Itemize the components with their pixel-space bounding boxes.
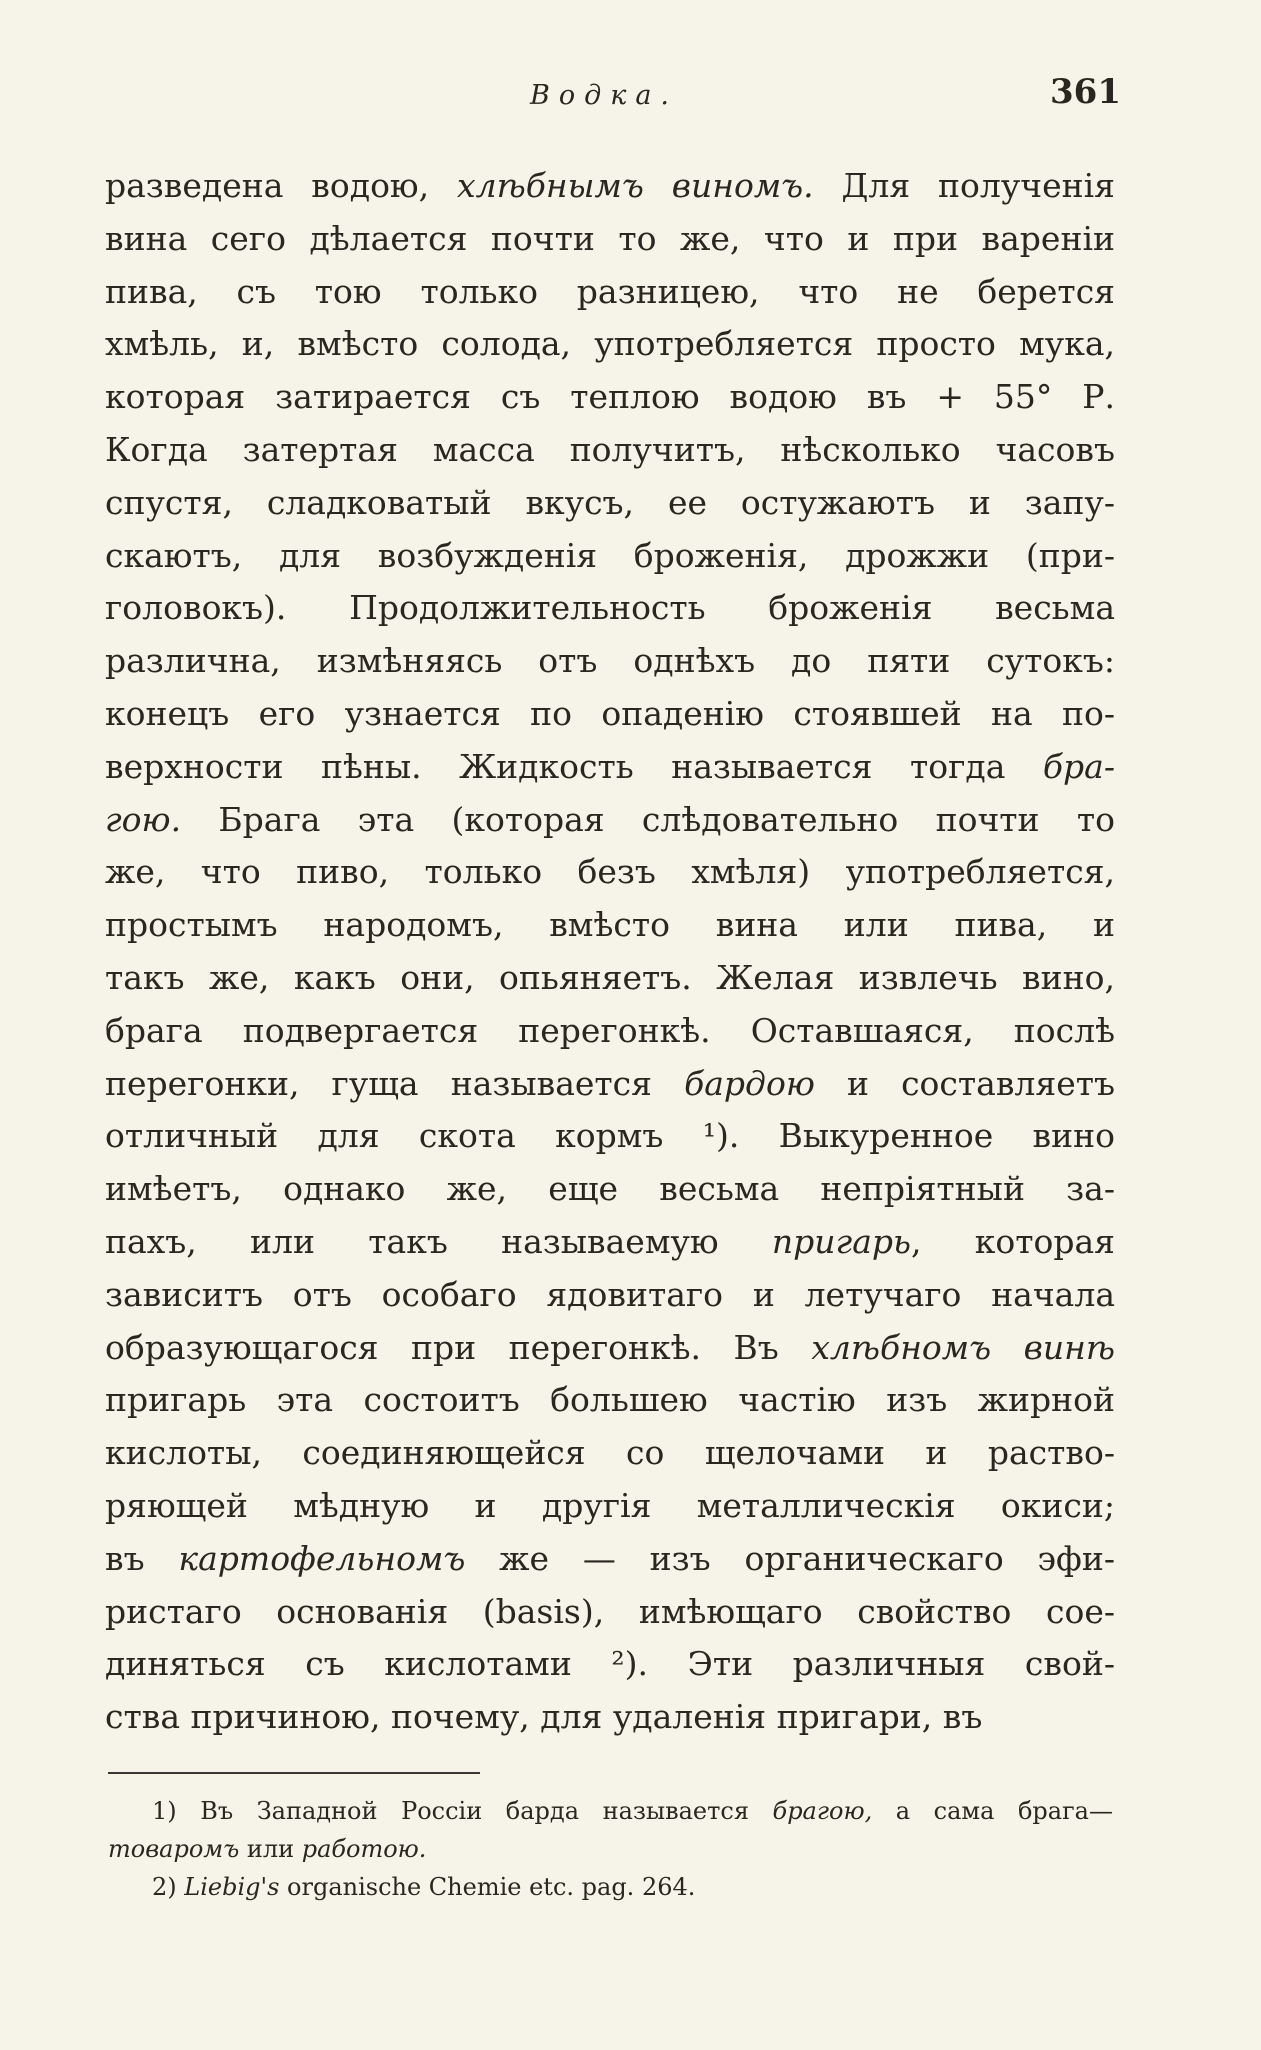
footnote-line (108, 1830, 1113, 1868)
text-run: верхности пѣны. Жидкость называется тогда (105, 746, 1043, 786)
italic-term: картофельномъ (178, 1538, 466, 1578)
text-line (105, 1322, 1115, 1375)
main-text (105, 160, 1115, 1744)
text-run: и составляетъ (814, 1063, 1115, 1103)
footnotes (108, 1792, 1113, 1906)
text-run: Для полученія (813, 166, 1115, 205)
text-run: брага подвергается перегонкѣ. Оставшаяся, послѣ (105, 1010, 1115, 1050)
text-line (105, 1427, 1115, 1480)
footnote-line (108, 1868, 1113, 1906)
text-run: различна, измѣняясь отъ однѣхъ до пяти сутокъ: (105, 641, 1115, 681)
text-run: конецъ его узнается по опаденію стоявшей на по- (105, 693, 1115, 733)
text-line (105, 1110, 1115, 1163)
text-run: спустя, сладковатый вкусъ, ее остужаютъ и запу- (105, 482, 1115, 522)
footnote-separator (108, 1772, 480, 1774)
text-run: скаютъ, для возбужденія броженія, дрожжи (при- (105, 535, 1115, 575)
italic-term: товаромъ (108, 1835, 240, 1863)
running-title: Водка. (530, 80, 679, 111)
text-line (105, 635, 1115, 688)
text-run: же, что пиво, только безъ хмѣля) употребляется, (105, 852, 1115, 892)
page-number: 361 (1050, 72, 1121, 112)
italic-term: брагою, (772, 1797, 873, 1825)
italic-term: бардою (684, 1063, 815, 1103)
text-line (105, 530, 1115, 583)
text-line (105, 1005, 1115, 1058)
text-run: 1) Въ Западной Россіи барда называется (152, 1797, 773, 1825)
text-run: которая затирается съ теплою водою въ + 55° Р. (105, 377, 1115, 417)
text-run: хмѣль, и, вмѣсто солода, употребляется просто мука, (105, 324, 1115, 364)
text-line (105, 1533, 1115, 1586)
text-run: вина сего дѣлается почти то же, что и при вареніи (105, 218, 1115, 258)
italic-term: гою. (105, 799, 182, 839)
text-run: перегонки, гуща называется (105, 1063, 685, 1103)
text-run: разведена водою, (105, 166, 458, 205)
text-run: головокъ). Продолжительность броженія весьма (105, 588, 1115, 628)
text-run: 2) (152, 1873, 185, 1901)
text-line (105, 1216, 1115, 1269)
text-run: образующагося при перегонкѣ. Въ (105, 1327, 812, 1367)
footnote-line (108, 1792, 1113, 1830)
text-run: пригарь эта состоитъ большею частію изъ жирной (105, 1380, 1115, 1420)
text-run: , которая (911, 1221, 1116, 1261)
text-run: кислоты, соединяющейся со щелочами и раство- (105, 1433, 1115, 1473)
text-line (105, 424, 1115, 477)
text-line (105, 160, 1115, 213)
text-run: диняться съ кислотами ²). Эти различныя свой- (105, 1644, 1115, 1684)
text-line (105, 582, 1115, 635)
text-line (105, 899, 1115, 952)
text-run: въ (105, 1538, 179, 1578)
text-line (105, 741, 1115, 794)
text-run: ства причиною, почему, для удаленія пригари, въ (105, 1697, 983, 1737)
text-line (105, 794, 1115, 847)
text-run: organische Chemie etc. pag. 264. (279, 1873, 696, 1901)
text-run: Брага эта (которая слѣдовательно почти то (181, 799, 1115, 839)
text-run: или (239, 1835, 302, 1863)
italic-term: хлѣбномъ винѣ (811, 1327, 1115, 1367)
italic-term: хлѣбнымъ виномъ. (457, 166, 814, 205)
text-line (105, 1586, 1115, 1639)
text-run: имѣетъ, однако же, еще весьма непріятный за- (105, 1169, 1115, 1209)
text-run: пива, съ тою только разницею, что не берется (105, 271, 1115, 311)
text-line (105, 1638, 1115, 1691)
text-run: же — изъ органическаго эфи- (465, 1538, 1115, 1578)
text-run: ристаго основанія (basis), имѣющаго свойство сое- (105, 1591, 1115, 1631)
italic-term: бра- (1042, 746, 1115, 786)
text-line (105, 1374, 1115, 1427)
text-run: простымъ народомъ, вмѣсто вина или пива, и (105, 905, 1115, 945)
text-line (105, 1269, 1115, 1322)
text-run: ряющей мѣдную и другія металлическія окиси; (105, 1485, 1115, 1525)
text-run: Когда затертая масса получитъ, нѣсколько часовъ (105, 429, 1115, 469)
text-line (105, 318, 1115, 371)
text-run: зависитъ отъ особаго ядовитаго и летучаго начала (105, 1274, 1115, 1314)
text-run: а сама брага— (872, 1797, 1113, 1825)
text-line (105, 1163, 1115, 1216)
text-line (105, 952, 1115, 1005)
text-line (105, 1058, 1115, 1111)
italic-term: пригарь (771, 1221, 911, 1261)
text-run: пахъ, или такъ называемую (105, 1221, 772, 1261)
italic-term: Liebig's (184, 1873, 280, 1901)
text-line (105, 371, 1115, 424)
text-run: отличный для скота кормъ ¹). Выкуренное вино (105, 1116, 1115, 1156)
text-line (105, 688, 1115, 741)
text-line (105, 1480, 1115, 1533)
text-line (105, 213, 1115, 266)
text-run: такъ же, какъ они, опьяняетъ. Желая извлечь вино, (105, 957, 1115, 997)
text-line (105, 1691, 1115, 1744)
italic-term: работою. (301, 1835, 427, 1863)
text-line (105, 846, 1115, 899)
text-line (105, 477, 1115, 530)
text-line (105, 266, 1115, 319)
